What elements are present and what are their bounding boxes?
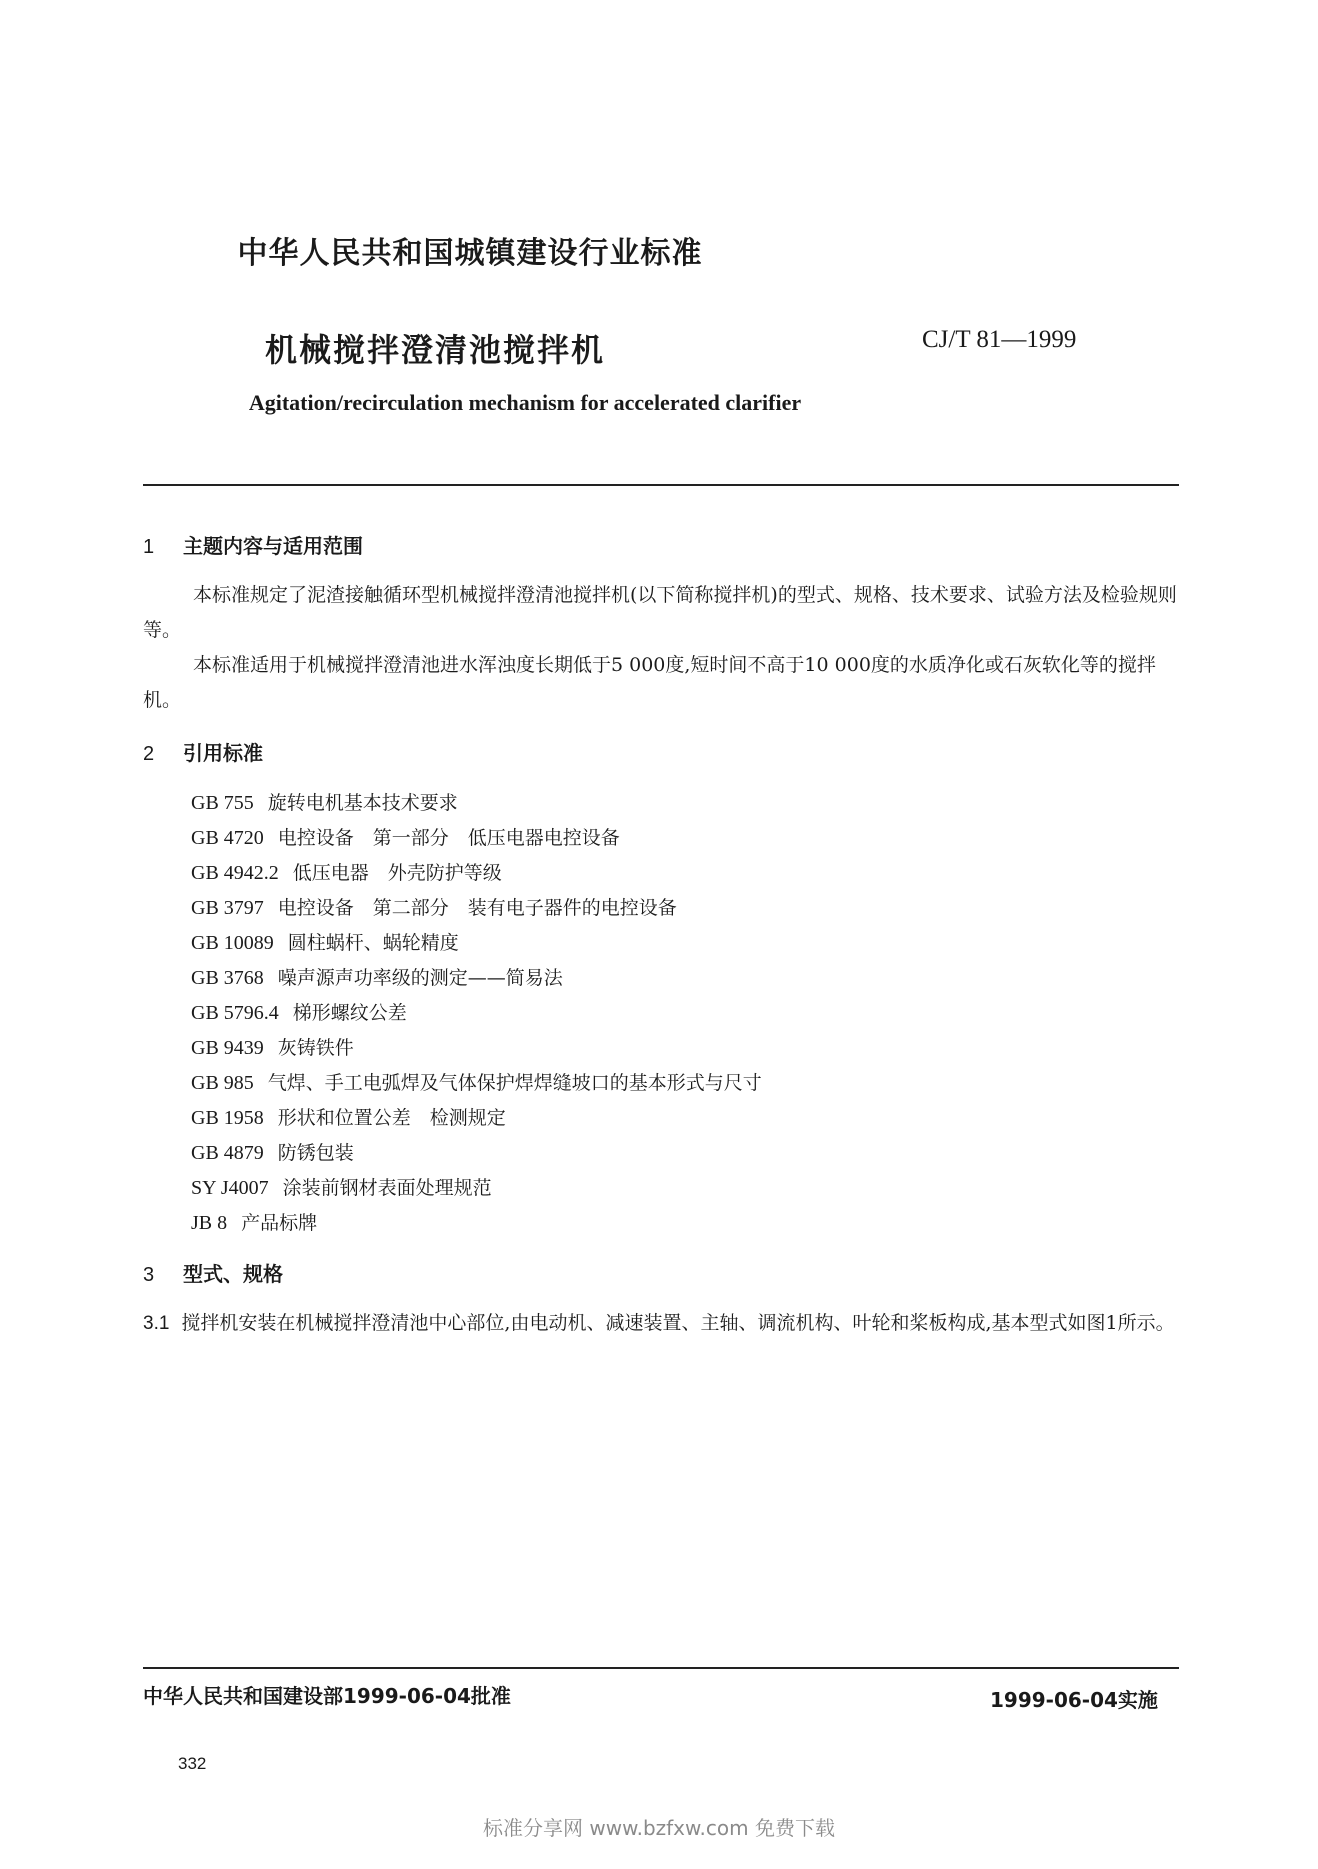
reference-title: 涂装前钢材表面处理规范 xyxy=(282,1177,492,1199)
reference-title: 防锈包装 xyxy=(277,1142,354,1164)
document-title-cn: 机械搅拌澄清池搅拌机 xyxy=(264,331,605,369)
section-1-heading xyxy=(143,530,363,559)
section-1-title: 主题内容与适用范围 xyxy=(183,534,363,558)
approval-note: 中华人民共和国建设部1999-06-04批准 xyxy=(143,1684,511,1708)
reference-code: GB 4879 xyxy=(191,1142,264,1164)
document-title-en: Agitation/recirculation mechanism for accelerated clarifier xyxy=(248,390,802,415)
reference-code: GB 3797 xyxy=(191,897,264,919)
standard-code: CJ/T 81—1999 xyxy=(922,326,1077,353)
clause-text: 搅拌机安装在机械搅拌澄清池中心部位,由电动机、减速装置、主轴、调流机构、叶轮和桨板构成,基本型式如图1所示。 xyxy=(181,1312,1175,1334)
footer-divider xyxy=(143,1667,1179,1669)
reference-code: GB 5796.4 xyxy=(191,1002,279,1024)
section-3-heading xyxy=(143,1258,283,1287)
reference-item xyxy=(191,1033,354,1060)
reference-code: GB 10089 xyxy=(191,932,274,954)
section-2-heading xyxy=(143,737,263,766)
reference-code: JB 8 xyxy=(191,1212,228,1234)
reference-title: 圆柱蜗杆、蜗轮精度 xyxy=(287,932,459,954)
reference-code: GB 4942.2 xyxy=(191,862,279,884)
reference-item xyxy=(191,1208,317,1235)
reference-item xyxy=(191,788,458,815)
section-2-number: 2 xyxy=(143,743,155,765)
standard-type-heading: 中华人民共和国城镇建设行业标准 xyxy=(237,236,703,271)
reference-item xyxy=(191,823,620,850)
reference-item xyxy=(191,1068,762,1095)
reference-code: GB 985 xyxy=(191,1072,254,1094)
reference-title: 灰铸铁件 xyxy=(277,1037,354,1059)
reference-item xyxy=(191,858,502,885)
reference-code: GB 3768 xyxy=(191,967,264,989)
reference-item xyxy=(191,893,677,920)
reference-code: GB 755 xyxy=(191,792,254,814)
section-2-title: 引用标准 xyxy=(183,741,263,765)
reference-code: GB 9439 xyxy=(191,1037,264,1059)
reference-code: GB 1958 xyxy=(191,1107,264,1129)
header-divider xyxy=(143,484,1179,486)
page-number: 332 xyxy=(178,1754,207,1773)
reference-title: 梯形螺纹公差 xyxy=(292,1002,407,1024)
clause-number: 3.1 xyxy=(143,1313,170,1334)
section-3-number: 3 xyxy=(143,1264,155,1286)
site-watermark: 标准分享网 www.bzfxw.com 免费下载 xyxy=(483,1816,835,1840)
reference-code: GB 4720 xyxy=(191,827,264,849)
clause-3-1 xyxy=(143,1306,1179,1341)
reference-title: 产品标牌 xyxy=(241,1212,318,1234)
effective-date: 1999-06-04实施 xyxy=(990,1688,1158,1712)
reference-title: 低压电器 外壳防护等级 xyxy=(292,862,502,884)
section-1-paragraph-2: 本标准适用于机械搅拌澄清池进水浑浊度长期低于5 000度,短时间不高于10 000度的水质净化或石灰软化等的搅拌机。 xyxy=(143,654,1156,711)
section-1-number: 1 xyxy=(143,536,155,558)
reference-title: 气焊、手工电弧焊及气体保护焊焊缝坡口的基本形式与尺寸 xyxy=(267,1072,762,1094)
reference-title: 形状和位置公差 检测规定 xyxy=(277,1107,506,1129)
reference-title: 电控设备 第二部分 装有电子器件的电控设备 xyxy=(277,897,677,919)
reference-item xyxy=(191,1173,492,1200)
section-3-title: 型式、规格 xyxy=(183,1262,283,1286)
reference-item xyxy=(191,928,459,955)
section-1-paragraph-1: 本标准规定了泥渣接触循环型机械搅拌澄清池搅拌机(以下简称搅拌机)的型式、规格、技术要求、试验方法及检验规则等。 xyxy=(143,584,1177,641)
reference-item xyxy=(191,1103,506,1130)
reference-title: 噪声源声功率级的测定——简易法 xyxy=(277,967,563,989)
reference-title: 旋转电机基本技术要求 xyxy=(267,792,458,814)
reference-code: SY J4007 xyxy=(191,1177,269,1199)
reference-item xyxy=(191,963,563,990)
reference-item xyxy=(191,998,407,1025)
reference-title: 电控设备 第一部分 低压电器电控设备 xyxy=(277,827,620,849)
reference-item xyxy=(191,1138,354,1165)
